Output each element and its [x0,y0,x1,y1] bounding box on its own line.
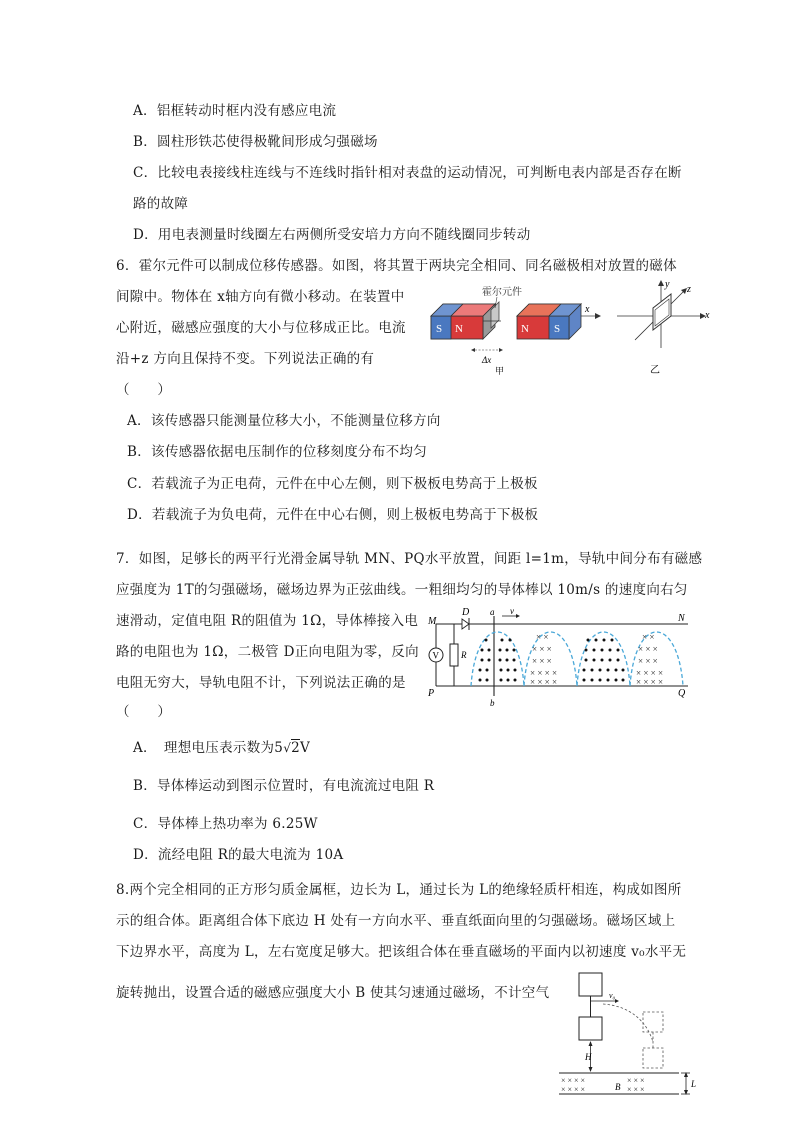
q7-stem-line5: 电阻无穷大，导轨电阻不计，下列说法正确的是 [116,675,406,691]
svg-text:× × × ×: × × × × [561,1085,586,1094]
h-label: H [585,1052,592,1062]
q7-option-c: C．导体棒上热功率为 6.25W [133,816,318,832]
right-magnet [517,304,581,339]
label-p: P [428,688,435,699]
svg-text:× × ×: × × × [627,1076,645,1085]
q7-option-d: D．流经电阻 R的最大电流为 10A [133,847,344,863]
label-q: Q [678,688,686,699]
q6-stem-line2: 间隙中。物体在 x轴方向有微小移动。在装置中 [116,289,405,305]
svg-text:× × × ×: × × × × [530,668,558,678]
upper-frame [579,973,602,996]
q7-stem-line3: 速滑动，定值电阻 R的阻值为 1Ω，导体棒接入电 [116,613,419,629]
b-label: B [615,1082,621,1092]
q7-stem-line4: 路的电阻也为 1Ω，二极管 D正向电阻为零，反向 [116,644,419,660]
q6-bracket: （ ） [116,382,172,398]
rod-label-b: b [490,698,495,708]
voltmeter-label: V [432,650,439,661]
q8-stem-line4: 旋转抛出，设置合适的磁感应强度大小 B 使其匀速通过磁场，不计空气 [116,985,550,1001]
q6-option-a: A．该传感器只能测量位移大小，不能测量位移方向 [127,413,441,429]
jia-axis-x: x [585,304,590,315]
rod-label-a: a [490,607,495,617]
diode-label: D [462,607,470,618]
q7-option-a-prefix: A． 理想电压表示数为5 [133,740,284,756]
delta-x-label: Δx [482,355,492,365]
q7-option-a-unit: V [300,740,311,756]
q7-option-b: B．导体棒运动到图示位置时，有电流流过电阻 R [133,778,435,794]
rails-circuit-figure [424,606,694,708]
q5-option-c-line1: C．比较电表接线柱连线与不连线时指针相对表盘的运动情况，可判断电表内部是否存在断 [133,165,682,181]
q6-option-d: D．若载流子为负电荷，元件在中心右侧，则上极板电势高于下极板 [127,507,539,523]
q6-stem-line4: 沿+z 方向且保持不变。下列说法正确的有 [116,351,375,367]
diode-d [462,619,469,629]
q5-option-a: A．铝框转动时框内没有感应电流 [133,103,337,119]
q7-stem-line2: 应强度为 1T的匀强磁场，磁场边界为正弦曲线。一粗细均匀的导体棒以 10m/s 的速度向右匀 [116,582,688,598]
left-pole-s: S [436,323,443,335]
svg-text:× ×: × × [642,632,655,642]
svg-text:× × × ×: × × × × [530,677,558,687]
q5-option-b: B．圆柱形铁芯使得极靴间形成匀强磁场 [133,134,378,150]
svg-text:× × ×: × × × [532,644,552,654]
label-m: M [428,616,437,627]
q5-option-c-line2: 路的故障 [133,196,189,212]
field-region-crosses [561,1076,645,1094]
svg-text:× × × ×: × × × × [636,677,664,687]
svg-text:× × ×: × × × [638,644,658,654]
label-n: N [678,613,685,624]
l-label: L [691,1079,697,1089]
q7-bracket: （ ） [116,704,172,720]
right-pole-s: S [554,323,561,335]
hall-label: 霍尔元件 [482,287,522,298]
q6-option-c: C．若载流子为正电荷，元件在中心左侧，则下极板电势高于上极板 [127,476,538,492]
hall-sensor-figure [425,278,725,378]
resistor-r [450,644,458,666]
q6-stem-line3: 心附近，磁感应强度的大小与位移成正比。电流 [116,320,406,336]
q7-stem-line1: 7．如图，足够长的两平行光滑金属导轨 MN、PQ水平放置，间距 l=1m，导轨中间分布有磁感 [116,551,703,567]
label-jia: 甲 [495,366,505,376]
svg-text:× × ×: × × × [532,656,552,666]
q8-stem-line1: 8.两个完全相同的正方形匀质金属框，边长为 L，通过长为 L的绝缘轻质杆相连，构成如图所 [116,882,682,898]
svg-text:× ×: × × [536,632,549,642]
q6-stem-line1: 6．霍尔元件可以制成位移传感器。如图，将其置于两块完全相同、同名磁极相对放置的磁体 [116,258,677,274]
resistor-label: R [461,650,467,660]
q8-stem-line3: 下边界水平，高度为 L，左右宽度足够大。把该组合体在垂直磁场的平面内以初速度 v₀水平无 [116,944,687,960]
q5-option-d: D．用电表测量时线圈左右两侧所受安培力方向不随线圈同步转动 [133,227,531,243]
velocity-label: v [510,606,514,616]
left-magnet [431,304,495,339]
q6-option-b: B．该传感器依据电压制作的位移刻度分布不均匀 [127,444,428,460]
q7-option-a-radicand: 2 [291,740,301,756]
v0-label: v₀ [609,991,616,1000]
svg-text:× × ×: × × × [627,1085,645,1094]
yi-axis-y: y [665,279,670,290]
yi-axis-x: x [705,310,710,321]
left-pole-n: N [455,323,463,335]
right-pole-n: N [521,323,529,335]
svg-text:× × × ×: × × × × [636,668,664,678]
q7-option-a: A． 理想电压表示数为5√2V [133,740,311,756]
label-yi: 乙 [650,365,660,376]
yi-axes [617,279,710,376]
svg-text:× × ×: × × × [638,656,658,666]
frames-field-figure [555,970,701,1100]
q8-stem-line2: 示的组合体。距离组合体下底边 H 处有一方向水平、垂直纸面向里的匀强磁场。磁场区域上 [116,913,676,929]
yi-axis-z: z [687,284,691,295]
lower-frame [579,1017,602,1040]
svg-text:× × × ×: × × × × [561,1076,586,1085]
